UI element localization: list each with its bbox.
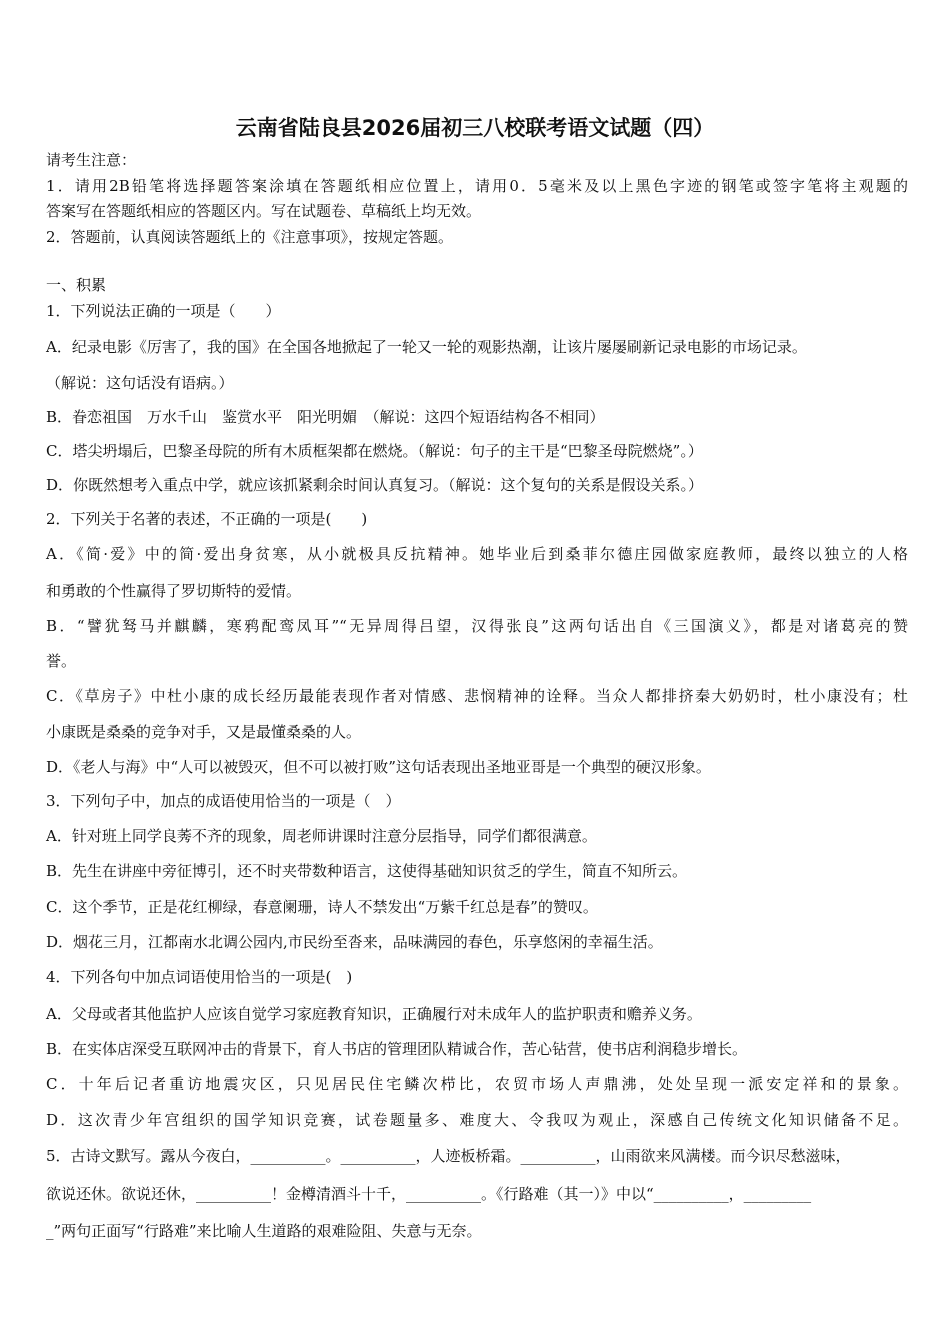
notice-line: 1．请用2B铅笔将选择题答案涂填在答题纸相应位置上，请用0．5毫米及以上黑色字迹的钢笔或签字笔将主观题的 xyxy=(46,177,908,195)
page-title: 云南省陆良县2026届初三八校联考语文试题（四） xyxy=(235,116,715,140)
notice-line: 答案写在答题纸相应的答题区内。写在试题卷、草稿纸上均无效。 xyxy=(46,202,482,220)
notice-heading: 请考生注意： xyxy=(46,151,137,169)
question-line: 4．下列各句中加点词语使用恰当的一项是( ) xyxy=(46,968,353,986)
question-line: 5．古诗文默写。露从今夜白，__________。__________，人迹板桥霜。__________，山雨欲来风满楼。而今识尽愁滋味， xyxy=(46,1147,851,1165)
question-line: A．纪录电影《厉害了，我的国》在全国各地掀起了一轮又一轮的观影热潮，让该片屡屡刷新记录电影的市场记录。 xyxy=(46,338,807,356)
question-line: A．《简·爱》中的简·爱出身贫寒，从小就极具反抗精神。她毕业后到桑菲尔德庄园做家庭教师，最终以独立的人格 xyxy=(46,545,908,563)
question-line: 和勇敢的个性赢得了罗切斯特的爱情。 xyxy=(46,582,302,600)
question-line: 欲说还休。欲说还休，__________！金樽清酒斗十千，__________。《行路难（其一）》中以“__________，_________ xyxy=(46,1185,812,1203)
question-line: A．针对班上同学良莠不齐的现象，周老师讲课时注意分层指导，同学们都很满意。 xyxy=(46,827,597,845)
question-line: D．你既然想考入重点中学，就应该抓紧剩余时间认真复习。（解说：这个复句的关系是假设关系。） xyxy=(46,476,704,494)
question-line: C．塔尖坍塌后，巴黎圣母院的所有木质框架都在燃烧。（解说：句子的主干是“巴黎圣母院燃烧”。） xyxy=(46,442,703,460)
question-line: B．眷恋祖国 万水千山 鉴赏水平 阳光明媚 （解说：这四个短语结构各不相同） xyxy=(46,408,605,426)
question-line: D．这次青少年宫组织的国学知识竞赛，试卷题量多、难度大、令我叹为观止，深感自己传统文化知识储备不足。 xyxy=(46,1111,908,1129)
question-line: 1．下列说法正确的一项是（ ） xyxy=(46,302,281,320)
question-line: 小康既是桑桑的竞争对手，又是最懂桑桑的人。 xyxy=(46,723,362,741)
notice-line: 2．答题前，认真阅读答题纸上的《注意事项》，按规定答题。 xyxy=(46,228,454,246)
question-line: D．《老人与海》中“人可以被毁灭，但不可以被打败”这句话表现出圣地亚哥是一个典型的硬汉形象。 xyxy=(46,758,711,776)
question-line: C．十年后记者重访地震灾区，只见居民住宅鳞次栉比，农贸市场人声鼎沸，处处呈现一派安定祥和的景象。 xyxy=(46,1075,908,1093)
question-line: B．在实体店深受互联网冲击的背景下，育人书店的管理团队精诚合作，苦心钻营，使书店利润稳步增长。 xyxy=(46,1040,748,1058)
question-line: B．“譬犹驽马并麒麟，寒鸦配鸾凤耳”“无异周得吕望，汉得张良”这两句话出自《三国演义》，都是对诸葛亮的赞 xyxy=(46,617,908,635)
question-line: 誉。 xyxy=(46,652,77,670)
question-line: （解说：这句话没有语病。） xyxy=(46,374,234,392)
question-line: 3．下列句子中，加点的成语使用恰当的一项是（ ） xyxy=(46,792,401,810)
question-line: B．先生在讲座中旁征博引，还不时夹带数种语言，这使得基础知识贫乏的学生，简直不知所云。 xyxy=(46,862,688,880)
section-heading: 一、积累 xyxy=(46,276,107,294)
question-line: _”两句正面写“行路难”来比喻人生道路的艰难险阻、失意与无奈。 xyxy=(46,1222,482,1240)
question-line: D．烟花三月，江都南水北调公园内,市民纷至沓来，品味满园的春色，乐享悠闲的幸福生活。 xyxy=(46,933,663,951)
question-line: C．这个季节，正是花红柳绿，春意阑珊，诗人不禁发出“万紫千红总是春”的赞叹。 xyxy=(46,898,598,916)
question-line: A．父母或者其他监护人应该自觉学习家庭教育知识，正确履行对未成年人的监护职责和赡养义务。 xyxy=(46,1005,702,1023)
question-line: C．《草房子》中杜小康的成长经历最能表现作者对情感、悲悯精神的诠释。当众人都排挤秦大奶奶时，杜小康没有；杜 xyxy=(46,687,908,705)
question-line: 2．下列关于名著的表述，不正确的一项是( ) xyxy=(46,510,368,528)
